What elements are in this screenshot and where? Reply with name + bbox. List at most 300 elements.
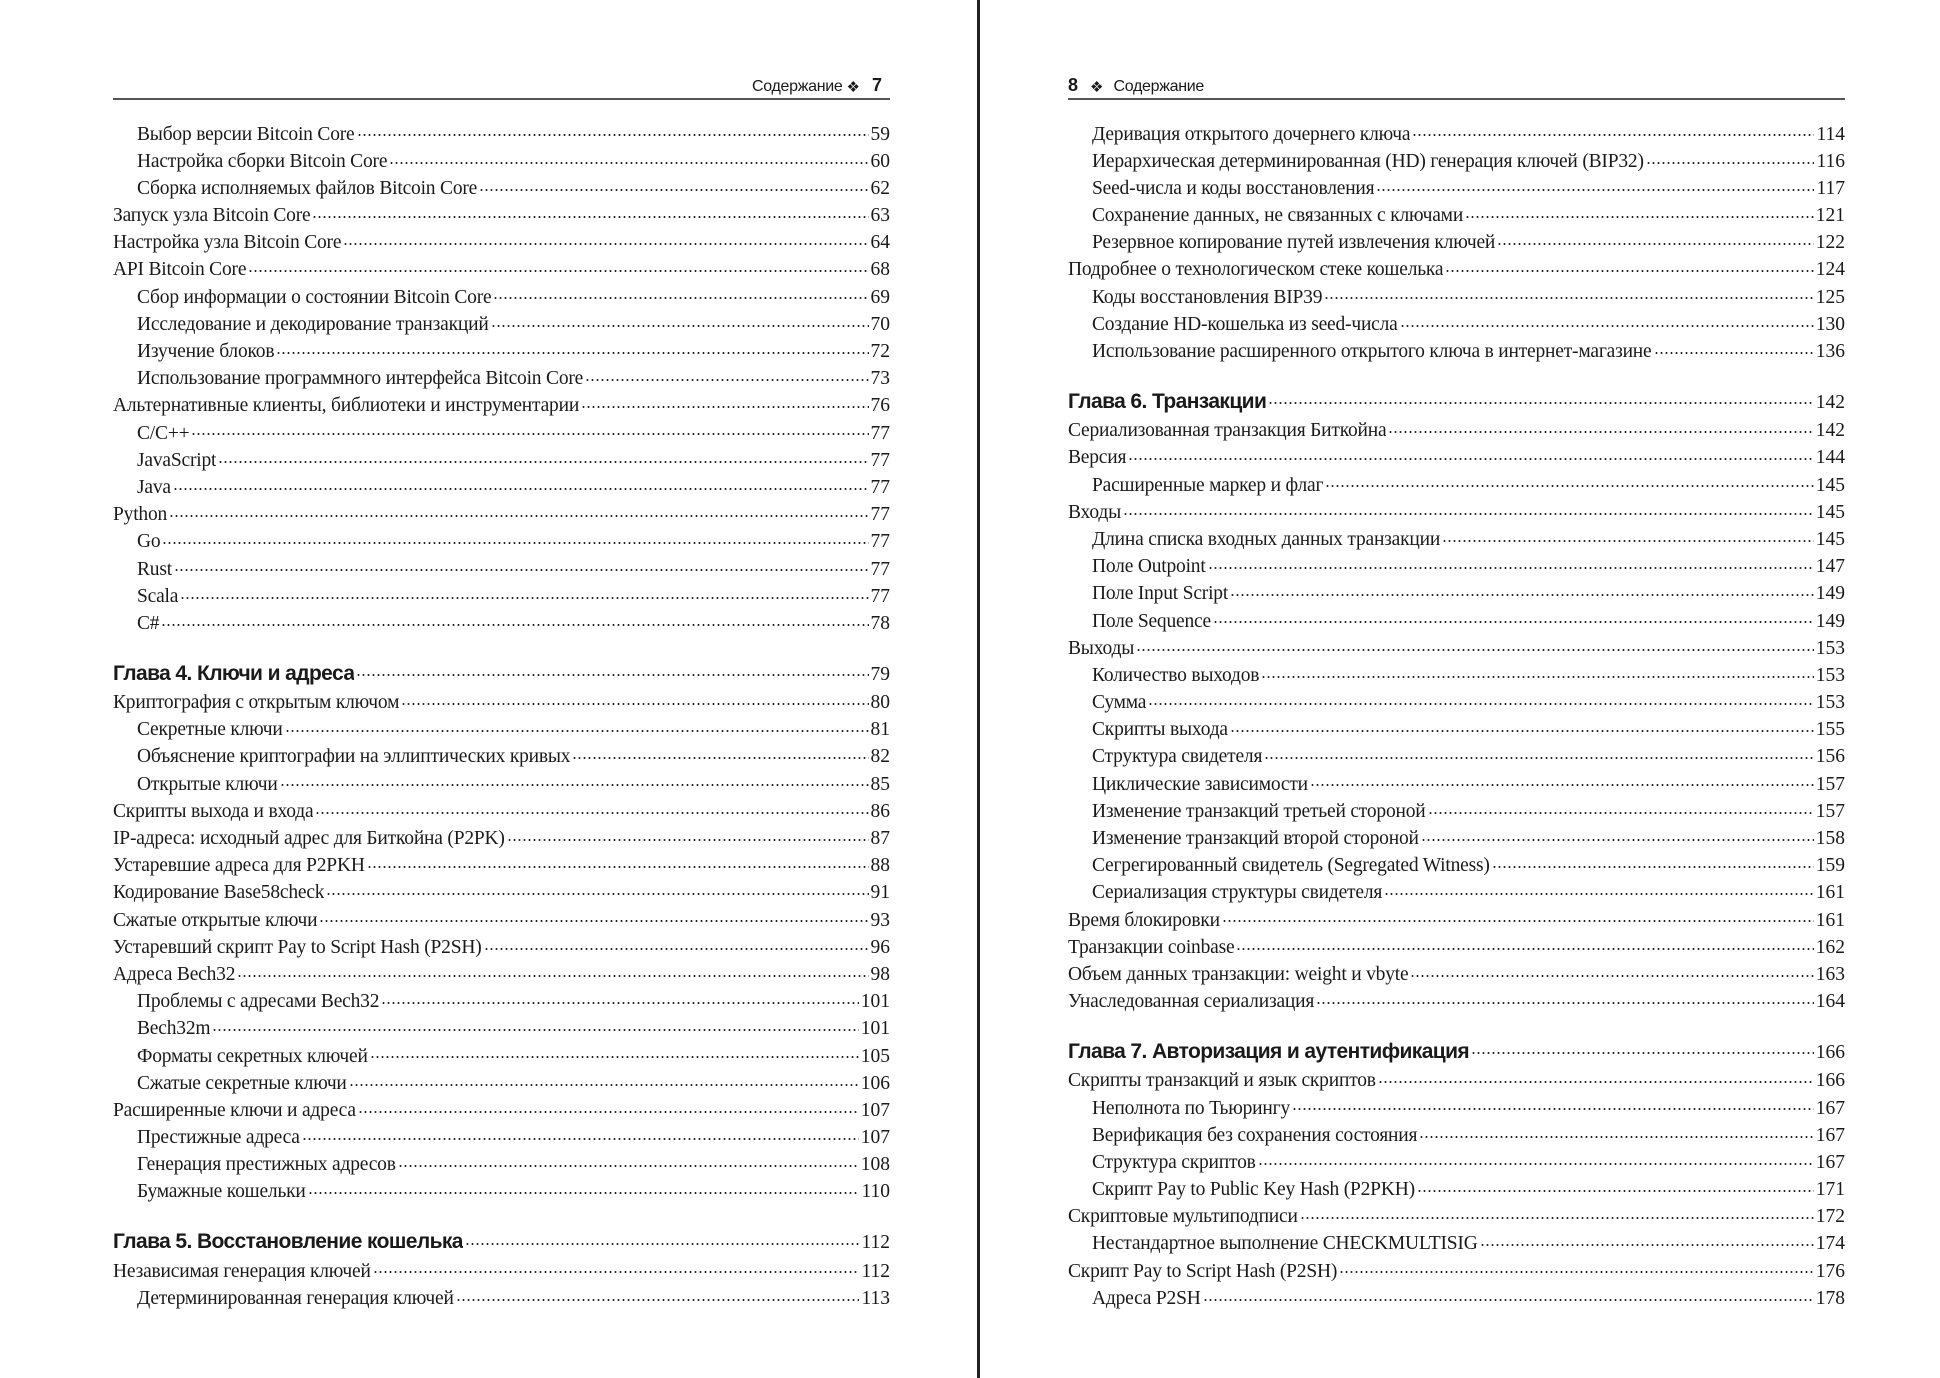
dot-leader	[356, 659, 868, 680]
toc-entry	[113, 446, 890, 473]
dot-leader	[237, 960, 868, 980]
toc-entry	[1068, 825, 1845, 852]
entry-title: C#	[137, 612, 160, 634]
entry-title: Создание HD-кошелька из seed-числа	[1092, 313, 1398, 335]
toc-entry	[1068, 1094, 1845, 1121]
entry-title: Объем данных транзакции: weight и vbyte	[1068, 963, 1409, 985]
entry-page-number: 112	[861, 1232, 890, 1254]
toc-entry	[113, 852, 890, 879]
dot-leader	[285, 716, 869, 736]
toc-entry	[113, 501, 890, 528]
dot-leader	[1300, 1203, 1814, 1223]
toc-entry	[113, 609, 890, 636]
toc-entry	[1068, 310, 1845, 337]
dot-leader	[161, 609, 868, 629]
running-header	[1068, 70, 1845, 100]
toc-entry	[1068, 444, 1845, 471]
dot-leader	[349, 1069, 859, 1089]
entry-page-number: 80	[870, 692, 890, 714]
entry-title: Устаревший скрипт Pay to Script Hash (P2SH)	[113, 936, 482, 958]
toc-entry	[1068, 1230, 1845, 1257]
entry-page-number: 121	[1815, 205, 1845, 227]
dot-leader	[381, 988, 858, 1008]
toc-entry	[113, 743, 890, 770]
entry-title: Поле Sequence	[1092, 610, 1211, 632]
table-of-contents	[113, 120, 890, 1312]
entry-page-number: 68	[870, 259, 890, 281]
entry-page-number: 164	[1815, 991, 1845, 1013]
dot-leader	[1128, 444, 1813, 464]
page-number: 7	[871, 75, 882, 95]
dot-leader	[398, 1151, 859, 1171]
entry-title: Устаревшие адреса для P2PKH	[113, 855, 365, 877]
dot-leader	[308, 1178, 860, 1198]
dot-leader	[373, 1257, 860, 1277]
toc-entry	[1068, 338, 1845, 365]
entry-page-number: 113	[861, 1287, 890, 1309]
entry-page-number: 77	[870, 476, 890, 498]
page-number: 8	[1068, 75, 1079, 95]
entry-page-number: 76	[870, 395, 890, 417]
entry-page-number: 77	[870, 585, 890, 607]
toc-entry	[1068, 607, 1845, 634]
entry-page-number: 161	[1815, 909, 1845, 931]
entry-title: Деривация открытого дочернего ключа	[1092, 123, 1411, 145]
dot-leader	[1339, 1257, 1814, 1277]
dot-leader	[1497, 229, 1814, 249]
header-section-title: Содержание	[1113, 78, 1204, 95]
entry-title: IP-адреса: исходный адрес для Биткойна (P2PK)	[113, 828, 505, 849]
entry-title: Выходы	[1068, 637, 1135, 659]
entry-title: Количество выходов	[1092, 664, 1260, 686]
toc-entry	[113, 283, 890, 310]
dot-leader	[585, 365, 868, 385]
dot-leader	[343, 229, 868, 249]
dot-leader	[1292, 1094, 1814, 1114]
entry-title: Форматы секретных ключей	[137, 1045, 368, 1067]
toc-entry	[113, 174, 890, 201]
dot-leader	[1310, 770, 1814, 790]
entry-page-number: 136	[1815, 341, 1845, 362]
entry-page-number: 155	[1815, 719, 1845, 741]
toc-entry	[1068, 471, 1845, 498]
dot-leader	[465, 1227, 860, 1248]
entry-title: Сборка исполняемых файлов Bitcoin Core	[137, 177, 478, 199]
toc-entry	[113, 528, 890, 555]
toc-entry	[113, 338, 890, 365]
toc-entry	[1068, 852, 1845, 879]
entry-page-number: 87	[870, 828, 890, 849]
dot-leader	[572, 743, 868, 763]
toc-entry	[113, 1042, 890, 1069]
toc-entry	[1068, 553, 1845, 580]
dot-leader	[326, 879, 868, 899]
entry-page-number: 174	[1815, 1233, 1845, 1255]
toc-entry	[1068, 1148, 1845, 1175]
toc-entry	[1068, 498, 1845, 525]
toc-entry	[113, 906, 890, 933]
dot-leader	[1480, 1230, 1814, 1250]
toc-entry	[1068, 689, 1845, 716]
table-of-contents	[1068, 120, 1845, 1312]
entry-page-number: 178	[1815, 1287, 1845, 1309]
toc-entry	[113, 310, 890, 337]
entry-title: JavaScript	[137, 449, 217, 471]
entry-title: Поле Outpoint	[1092, 556, 1206, 578]
dot-leader	[1654, 338, 1814, 358]
toc-entry	[1068, 797, 1845, 824]
dot-leader	[180, 582, 868, 602]
dot-leader	[479, 174, 868, 194]
dot-leader	[484, 933, 869, 953]
dot-leader	[1316, 988, 1814, 1008]
dot-leader	[1388, 417, 1813, 437]
dot-leader	[212, 1015, 858, 1035]
dot-leader	[1230, 716, 1814, 736]
entry-page-number: 77	[870, 449, 890, 471]
entry-title: Использование программного интерфейса Bitcoin Core	[137, 368, 584, 390]
entry-title: Настройка узла Bitcoin Core	[113, 232, 342, 254]
ornament-icon: ❖	[1090, 79, 1104, 96]
entry-title: Детерминированная генерация ключей	[137, 1287, 454, 1309]
toc-entry	[1068, 770, 1845, 797]
entry-page-number: 153	[1815, 637, 1845, 659]
entry-title: Скрипт Pay to Public Key Hash (P2PKH)	[1092, 1179, 1415, 1201]
entry-page-number: 98	[870, 963, 890, 985]
toc-entry	[1068, 229, 1845, 256]
toc-entry	[113, 1178, 890, 1205]
dot-leader	[367, 852, 869, 872]
entry-page-number: 77	[870, 422, 890, 444]
toc-entry	[113, 1015, 890, 1042]
toc-chapter-entry	[1068, 1037, 1845, 1067]
toc-entry	[1068, 202, 1845, 229]
toc-entry	[113, 256, 890, 283]
entry-page-number: 77	[870, 531, 890, 553]
entry-page-number: 166	[1815, 1070, 1845, 1092]
entry-title: Сбор информации о состоянии Bitcoin Core	[137, 286, 492, 308]
entry-page-number: 167	[1815, 1124, 1845, 1146]
entry-title: Сериализация структуры свидетеля	[1092, 882, 1383, 904]
toc-entry	[113, 120, 890, 147]
entry-title: Резервное копирование путей извлечения ключей	[1092, 232, 1496, 254]
toc-entry	[1068, 283, 1845, 310]
entry-page-number: 114	[1816, 123, 1845, 145]
dot-leader	[248, 256, 868, 276]
entry-page-number: 125	[1815, 286, 1845, 308]
entry-page-number: 82	[870, 746, 890, 768]
entry-page-number: 85	[870, 773, 890, 795]
entry-page-number: 142	[1815, 391, 1845, 413]
toc-entry	[113, 689, 890, 716]
entry-title: Глава 7. Авторизация и аутентификация	[1068, 1039, 1470, 1063]
entry-page-number: 72	[870, 341, 890, 362]
toc-entry	[113, 365, 890, 392]
entry-page-number: 167	[1815, 1097, 1845, 1119]
toc-entry	[113, 879, 890, 906]
dot-leader	[1325, 471, 1814, 491]
entry-page-number: 116	[1816, 150, 1845, 172]
toc-entry	[113, 392, 890, 419]
entry-page-number: 153	[1815, 664, 1845, 686]
entry-title: Сегрегированный свидетель (Segregated Witness)	[1092, 855, 1490, 877]
entry-title: Скрипт Pay to Script Hash (P2SH)	[1068, 1260, 1338, 1282]
entry-title: Транзакции coinbase	[1068, 936, 1235, 958]
toc-entry	[113, 797, 890, 824]
entry-page-number: 101	[860, 1018, 890, 1040]
dot-leader	[491, 310, 869, 330]
entry-page-number: 162	[1815, 936, 1845, 958]
entry-title: Длина списка входных данных транзакции	[1092, 528, 1441, 550]
entry-page-number: 106	[860, 1072, 890, 1094]
entry-page-number: 145	[1815, 474, 1845, 496]
entry-title: Унаследованная сериализация	[1068, 991, 1315, 1013]
entry-title: Скрипты транзакций и язык скриптов	[1068, 1070, 1376, 1092]
entry-title: Время блокировки	[1068, 909, 1220, 931]
toc-entry	[113, 555, 890, 582]
entry-title: Scala	[137, 585, 179, 607]
entry-page-number: 73	[870, 368, 890, 390]
toc-entry	[1068, 1176, 1845, 1203]
entry-title: Структура скриптов	[1092, 1151, 1256, 1173]
entry-title: Java	[137, 476, 171, 498]
entry-page-number: 64	[870, 232, 890, 254]
entry-page-number: 108	[860, 1154, 890, 1176]
header-section-title: Содержание	[752, 78, 843, 95]
dot-leader	[1378, 1067, 1814, 1087]
dot-leader	[169, 501, 868, 521]
entry-title: Альтернативные клиенты, библиотеки и инструментарии	[113, 395, 580, 417]
toc-entry	[1068, 906, 1845, 933]
dot-leader	[1136, 634, 1814, 654]
toc-entry	[1068, 525, 1845, 552]
toc-entry	[1068, 1067, 1845, 1094]
toc-entry	[113, 716, 890, 743]
dot-leader	[507, 825, 869, 845]
entry-page-number: 70	[870, 313, 890, 335]
toc-entry	[1068, 174, 1845, 201]
entry-title: Изменение транзакций второй стороной	[1092, 828, 1419, 849]
entry-page-number: 86	[870, 800, 890, 822]
dot-leader	[312, 202, 868, 222]
entry-title: Секретные ключи	[137, 719, 283, 741]
dot-leader	[315, 797, 868, 817]
dot-leader	[1236, 933, 1813, 953]
toc-entry	[113, 825, 890, 852]
entry-title: Bech32m	[137, 1018, 211, 1040]
dot-leader	[581, 392, 868, 412]
dot-leader	[370, 1042, 859, 1062]
entry-page-number: 156	[1815, 746, 1845, 768]
toc-entry	[113, 147, 890, 174]
dot-leader	[1324, 283, 1814, 303]
toc-entry	[1068, 256, 1845, 283]
dot-leader	[1148, 689, 1814, 709]
dot-leader	[1230, 580, 1814, 600]
entry-page-number: 163	[1815, 963, 1845, 985]
entry-page-number: 59	[870, 123, 890, 145]
dot-leader	[302, 1124, 859, 1144]
dot-leader	[1208, 553, 1814, 573]
dot-leader	[1412, 120, 1814, 140]
entry-page-number: 79	[870, 663, 890, 685]
dot-leader	[1203, 1284, 1814, 1304]
toc-entry	[1068, 879, 1845, 906]
dot-leader	[1471, 1037, 1814, 1058]
dot-leader	[1400, 310, 1814, 330]
entry-page-number: 145	[1815, 528, 1845, 550]
dot-leader	[1268, 387, 1813, 408]
toc-entry	[113, 988, 890, 1015]
entry-title: Открытые ключи	[137, 773, 278, 795]
entry-page-number: 145	[1815, 501, 1845, 523]
toc-entry	[1068, 716, 1845, 743]
toc-entry	[1068, 120, 1845, 147]
toc-entry	[113, 419, 890, 446]
entry-title: Расширенные ключи и адреса	[113, 1099, 356, 1121]
toc-entry	[113, 473, 890, 500]
dot-leader	[1465, 202, 1814, 222]
dot-leader	[1384, 879, 1814, 899]
entry-page-number: 117	[1816, 177, 1845, 199]
entry-page-number: 69	[870, 286, 890, 308]
entry-title: Go	[137, 531, 161, 553]
entry-title: Коды восстановления BIP39	[1092, 286, 1323, 308]
entry-title: Криптография с открытым ключом	[113, 692, 400, 714]
entry-title: Скрипты выхода	[1092, 719, 1228, 741]
dot-leader	[1421, 825, 1814, 845]
toc-entry	[113, 770, 890, 797]
running-header	[113, 70, 890, 100]
entry-page-number: 62	[870, 177, 890, 199]
entry-page-number: 63	[870, 205, 890, 227]
dot-leader	[1376, 174, 1814, 194]
entry-page-number: 101	[860, 991, 890, 1013]
page-gutter-divider	[977, 0, 980, 1378]
toc-entry	[113, 1069, 890, 1096]
entry-title: Сжатые секретные ключи	[137, 1072, 347, 1094]
entry-title: Использование расширенного открытого ключа в интернет-магазине	[1092, 341, 1652, 362]
entry-title: C/C++	[137, 422, 190, 444]
dot-leader	[218, 446, 868, 466]
dot-leader	[276, 338, 868, 358]
dot-leader	[1442, 525, 1814, 545]
entry-page-number: 149	[1815, 583, 1845, 605]
entry-page-number: 77	[870, 504, 890, 526]
entry-title: Сериализованная транзакция Биткойна	[1068, 420, 1387, 442]
toc-entry	[1068, 1121, 1845, 1148]
entry-title: Иерархическая детерминированная (HD) генерация ключей (BIP32)	[1092, 150, 1644, 172]
entry-title: Глава 6. Транзакции	[1068, 389, 1267, 413]
dot-leader	[456, 1284, 860, 1304]
toc-entry	[1068, 1203, 1845, 1230]
entry-page-number: 149	[1815, 610, 1845, 632]
entry-page-number: 157	[1815, 773, 1845, 795]
toc-entry	[1068, 417, 1845, 444]
toc-entry	[113, 202, 890, 229]
dot-leader	[401, 689, 868, 709]
toc-entry	[1068, 1284, 1845, 1311]
entry-title: Сумма	[1092, 692, 1147, 714]
entry-page-number: 144	[1815, 447, 1845, 469]
dot-leader	[493, 283, 868, 303]
entry-page-number: 122	[1815, 232, 1845, 254]
entry-page-number: 157	[1815, 800, 1845, 822]
entry-page-number: 60	[870, 150, 890, 172]
ornament-icon: ❖	[846, 79, 860, 96]
entry-title: Расширенные маркер и флаг	[1092, 474, 1324, 496]
entry-title: Поле Input Script	[1092, 583, 1229, 605]
dot-leader	[357, 120, 869, 140]
dot-leader	[162, 528, 868, 548]
entry-title: Нестандартное выполнение CHECKMULTISIG	[1092, 1233, 1478, 1255]
entry-title: Сохранение данных, не связанных с ключами	[1092, 205, 1464, 227]
entry-title: Объяснение криптографии на эллиптических кривых	[137, 746, 571, 768]
dot-leader	[174, 555, 869, 575]
entry-title: Проблемы с адресами Bech32	[137, 991, 380, 1013]
dot-leader	[1258, 1148, 1814, 1168]
toc-entry	[1068, 933, 1845, 960]
entry-title: Настройка сборки Bitcoin Core	[137, 150, 388, 172]
dot-leader	[173, 473, 869, 493]
toc-entry	[113, 1257, 890, 1284]
toc-entry	[1068, 743, 1845, 770]
toc-entry	[113, 1096, 890, 1123]
toc-entry	[113, 1151, 890, 1178]
entry-title: Адреса Bech32	[113, 963, 236, 985]
entry-title: Скрипты выхода и входа	[113, 800, 314, 822]
toc-entry	[1068, 634, 1845, 661]
entry-title: Циклические зависимости	[1092, 773, 1308, 795]
dot-leader	[1222, 906, 1814, 926]
dot-leader	[389, 147, 868, 167]
toc-entry	[1068, 580, 1845, 607]
dot-leader	[1410, 960, 1813, 980]
entry-page-number: 176	[1815, 1260, 1845, 1282]
entry-title: Адреса P2SH	[1092, 1287, 1201, 1309]
entry-page-number: 171	[1815, 1179, 1845, 1201]
dot-leader	[1123, 498, 1814, 518]
dot-leader	[1264, 743, 1814, 763]
entry-title: Выбор версии Bitcoin Core	[137, 123, 355, 145]
entry-page-number: 172	[1815, 1206, 1845, 1228]
toc-entry	[1068, 988, 1845, 1015]
entry-title: Python	[113, 504, 168, 526]
entry-page-number: 112	[861, 1260, 890, 1282]
dot-leader	[191, 419, 868, 439]
entry-page-number: 81	[870, 719, 890, 741]
entry-page-number: 167	[1815, 1151, 1845, 1173]
entry-title: Глава 5. Восстановление кошелька	[113, 1230, 463, 1254]
entry-page-number: 107	[860, 1099, 890, 1121]
entry-page-number: 130	[1815, 313, 1845, 335]
entry-title: Кодирование Base58check	[113, 882, 325, 904]
dot-leader	[1428, 797, 1814, 817]
entry-page-number: 78	[870, 612, 890, 634]
toc-entry	[1068, 1257, 1845, 1284]
toc-entry	[1068, 960, 1845, 987]
toc-entry	[113, 582, 890, 609]
entry-title: Глава 4. Ключи и адреса	[113, 661, 355, 685]
entry-page-number: 77	[870, 558, 890, 580]
entry-page-number: 159	[1815, 855, 1845, 877]
entry-title: Престижные адреса	[137, 1127, 300, 1149]
toc-entry	[113, 933, 890, 960]
entry-page-number: 147	[1815, 556, 1845, 578]
entry-title: Сжатые открытые ключи	[113, 909, 318, 931]
toc-entry	[113, 960, 890, 987]
dot-leader	[1261, 661, 1813, 681]
